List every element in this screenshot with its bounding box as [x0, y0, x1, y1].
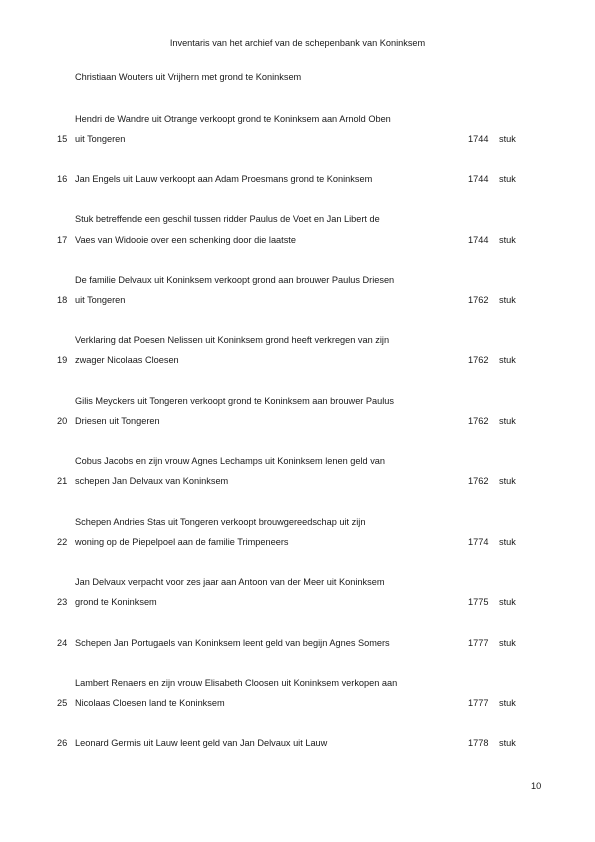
entry-number: 16 — [57, 174, 68, 184]
entry-description-line2: woning op de Piepelpoel aan de familie Trimpeneers — [75, 537, 289, 547]
entry-description-line1: Jan Engels uit Lauw verkoopt aan Adam Proesmans grond te Koninksem — [75, 174, 373, 184]
entry-number: 23 — [57, 597, 68, 607]
entry-description-line1: Stuk betreffende een geschil tussen ridder Paulus de Voet en Jan Libert de — [75, 214, 380, 224]
entry-description-line1: Verklaring dat Poesen Nelissen uit Koninksem grond heeft verkregen van zijn — [75, 335, 390, 345]
entry-description-line1: Hendri de Wandre uit Otrange verkoopt grond te Koninksem aan Arnold Oben — [75, 114, 391, 124]
entry-unit: stuk — [499, 355, 516, 365]
continuation-line: Christiaan Wouters uit Vrijhern met grond te Koninksem — [75, 72, 302, 82]
entry-description-line2: Nicolaas Cloesen land te Koninksem — [75, 698, 225, 708]
entry-unit: stuk — [499, 537, 516, 547]
entry-number: 20 — [57, 416, 68, 426]
entry-description-line2: Driesen uit Tongeren — [75, 416, 160, 426]
entry-year: 1744 — [468, 174, 489, 184]
entry-description-line1: De familie Delvaux uit Koninksem verkoopt grond aan brouwer Paulus Driesen — [75, 275, 395, 285]
entry-description-line1: Lambert Renaers en zijn vrouw Elisabeth Cloosen uit Koninksem verkopen aan — [75, 678, 398, 688]
entry-year: 1744 — [468, 235, 489, 245]
entry-number: 17 — [57, 235, 68, 245]
entry-number: 15 — [57, 134, 68, 144]
entry-number: 19 — [57, 355, 68, 365]
entry-unit: stuk — [499, 698, 516, 708]
entry-year: 1775 — [468, 597, 489, 607]
entry-unit: stuk — [499, 295, 516, 305]
entry-number: 24 — [57, 638, 68, 648]
entry-year: 1778 — [468, 738, 489, 748]
entry-year: 1762 — [468, 416, 489, 426]
entry-unit: stuk — [499, 738, 516, 748]
entry-description-line1: Cobus Jacobs en zijn vrouw Agnes Lechamps uit Koninksem lenen geld van — [75, 456, 386, 466]
entry-unit: stuk — [499, 174, 516, 184]
entry-description-line1: Gilis Meyckers uit Tongeren verkoopt grond te Koninksem aan brouwer Paulus — [75, 396, 395, 406]
entry-description-line2: grond te Koninksem — [75, 597, 157, 607]
entry-year: 1777 — [468, 638, 489, 648]
entry-year: 1774 — [468, 537, 489, 547]
entry-number: 18 — [57, 295, 68, 305]
entry-unit: stuk — [499, 416, 516, 426]
entry-description-line2: uit Tongeren — [75, 134, 126, 144]
entry-description-line1: Schepen Andries Stas uit Tongeren verkoopt brouwgereedschap uit zijn — [75, 517, 366, 527]
entry-description-line2: schepen Jan Delvaux van Koninksem — [75, 476, 229, 486]
entry-unit: stuk — [499, 476, 516, 486]
entry-number: 26 — [57, 738, 68, 748]
entry-description-line2: uit Tongeren — [75, 295, 126, 305]
entry-unit: stuk — [499, 638, 516, 648]
entry-unit: stuk — [499, 235, 516, 245]
entry-year: 1777 — [468, 698, 489, 708]
entry-description-line1: Schepen Jan Portugaels van Koninksem leent geld van begijn Agnes Somers — [75, 638, 390, 648]
entry-year: 1762 — [468, 295, 489, 305]
entry-year: 1744 — [468, 134, 489, 144]
page-number: 10 — [531, 781, 542, 791]
entry-unit: stuk — [499, 134, 516, 144]
entry-year: 1762 — [468, 476, 489, 486]
entry-year: 1762 — [468, 355, 489, 365]
entry-number: 22 — [57, 537, 68, 547]
entry-description-line2: Vaes van Widooie over een schenking door die laatste — [75, 235, 296, 245]
page-header-title: Inventaris van het archief van de schepenbank van Koninksem — [169, 38, 426, 48]
entry-description-line2: zwager Nicolaas Cloesen — [75, 355, 179, 365]
entry-number: 25 — [57, 698, 68, 708]
entry-description-line1: Jan Delvaux verpacht voor zes jaar aan Antoon van der Meer uit Koninksem — [75, 577, 385, 587]
entry-unit: stuk — [499, 597, 516, 607]
entry-number: 21 — [57, 476, 68, 486]
entry-description-line1: Leonard Germis uit Lauw leent geld van Jan Delvaux uit Lauw — [75, 738, 328, 748]
